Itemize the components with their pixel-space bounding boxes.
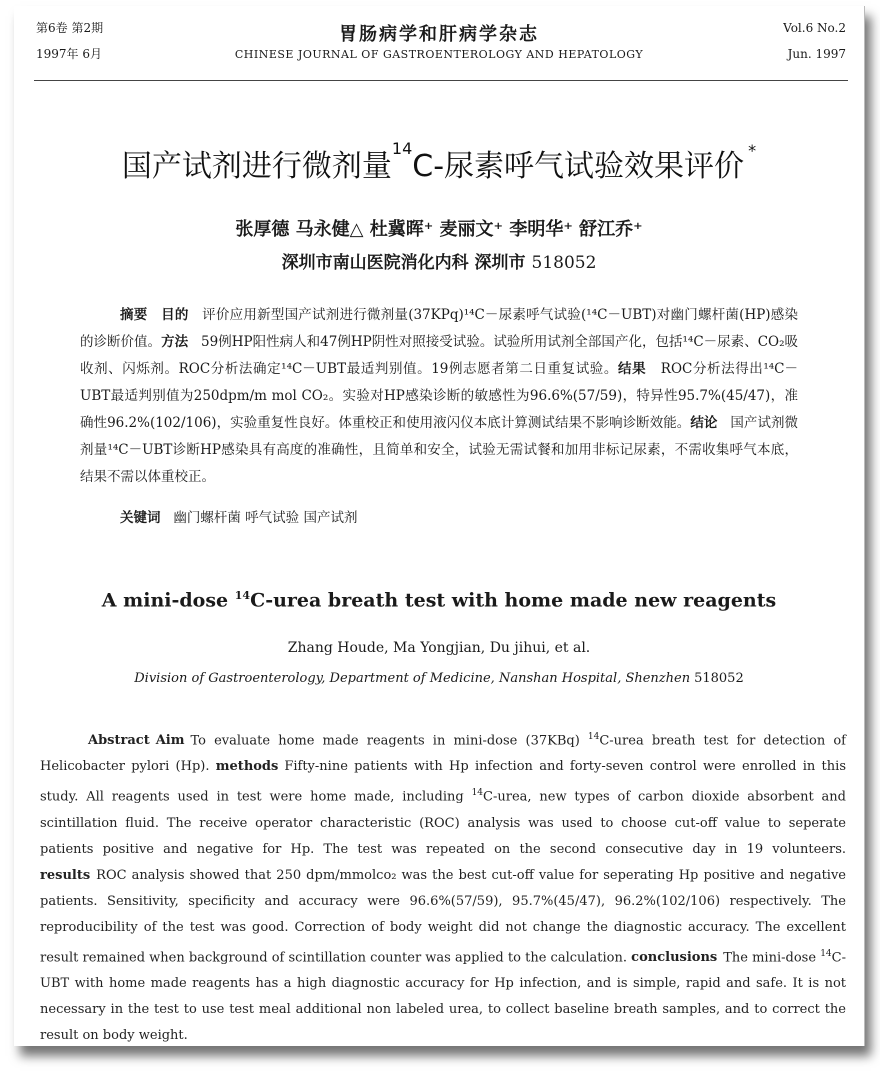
keywords-cn [120,506,357,526]
affiliation-en [14,671,864,686]
affiliation-cn [14,248,864,273]
aim-cn-text: 评价应用新型国产试剂进行微剂量(37KPq)¹⁴C－尿素呼气试验(¹⁴C－UBT)对幽门螺杆菌(HP)感染的诊断价值。 [80,307,799,350]
title-en-pre: A mini-dose [101,589,235,612]
header-rule [34,80,848,81]
conclusions-en-superscript: 14 [820,948,832,959]
aim-en-superscript: 14 [587,732,600,742]
affiliation-en-zip: 518052 [694,671,744,686]
methods-en-text: Fifty-nine patients with Hp infection and forty-seven control were enrolled in this study. All reagents used in test were home made, including [40,759,846,805]
date-en: Jun. 1997 [787,47,846,61]
results-en-text: ROC analysis showed that 250 dpm/mmolco₂ was the best cut-off value for seperating Hp positive and negative patients. Sensitivity, specificity and accuracy were 96.6%(57/59), 95.7%(45/47), 96.2%(102/106) respectively. The reproducibility of the test was good. Correction of body weight did not change the diagnostic accuracy. The excellent result remained when background of scintillation counter was applied to the calculation. [40,867,846,965]
methods-en-text2: C-urea, new types of carbon dioxide absorbent and scintillation fluid. The receive operator characteristic (ROC) analysis was used to choose cut-off value to seperate patients positive and negative for Hp. The test was repeated on the second consecutive day in 19 volunteers. [40,789,846,857]
aim-en-text2: C-urea breath test for detection of Helicobacter pylori (Hp). [40,733,846,775]
article-title-cn [14,141,864,185]
keywords-cn-text: 幽门螺杆菌 呼气试验 国产试剂 [173,510,358,526]
title-cn-post: C-尿素呼气试验效果评价 [412,149,745,184]
journal-page [14,6,865,1046]
methods-cn-text: 59例HP阳性病人和47例HP阴性对照接受试验。试验所用试剂全部国产化，包括¹⁴C－尿素、CO₂吸收剂、闪烁剂。ROC分析法确定¹⁴C－UBT最适判别值。19例志愿者第二日重复试验。 [80,334,799,377]
title-en-post: C-urea breath test with home made new reagents [250,589,777,612]
aim-en-label: Aim [155,733,185,749]
title-footnote-mark: * [748,141,757,160]
authors-en: Zhang Houde, Ma Yongjian, Du jihui, et al. [287,640,591,656]
abstract-cn-label: 摘要 [120,307,148,323]
keywords-cn-label: 关键词 [120,510,161,526]
title-cn-pre: 国产试剂进行微剂量 [121,149,392,184]
abstract-cn [80,302,798,491]
results-cn-text: ROC分析法得出¹⁴C－UBT最适判别值为250dpm/m mol CO₂。实验对HP感染诊断的敏感性为96.6%(57/59)，特异性95.7%(45/47)，准确性96.2%(102/106)，实验重复性良好。体重校正和使用液闪仪本底计算测试结果不影响诊断效能。 [80,361,799,431]
methods-cn-label: 方法 [161,334,189,350]
conclusions-en-text2: C-UBT with home made reagents has a high diagnostic accuracy for Hp infection, and is simple, rapid and safe. It is not necessary in the test to use test meal additional non labeled urea, to collect baseline breath samples, and to correct the result on body weight. [40,949,846,1043]
methods-en-superscript: 14 [471,788,484,799]
affiliation-cn-zip: 518052 [531,253,597,273]
abstract-en [40,724,846,1046]
results-en-label: results [40,867,91,883]
journal-title-en: CHINESE JOURNAL OF GASTROENTEROLOGY AND HEPATOLOGY [234,48,644,61]
volume-issue-en: Vol.6 No.2 [783,21,846,35]
aim-cn-label: 目的 [161,307,189,323]
aim-en-text: To evaluate home made reagents in mini-dose (37KBq) [190,733,588,749]
volume-issue-cn: 第6卷 第2期 [36,21,104,35]
authors-cn: 张厚德 马永健△ 杜冀晖⁺ 麦丽文⁺ 李明华⁺ 舒江乔⁺ [235,219,643,240]
conclusions-en-label: conclusions [631,949,718,965]
journal-title-cn: 胃肠病学和肝病学杂志 [339,24,539,45]
article-title-en [14,589,864,611]
conclusions-en-text: The mini-dose [723,949,821,965]
date-cn: 1997年 6月 [36,47,102,61]
conclusion-cn-text: 国产试剂微剂量¹⁴C－UBT诊断HP感染具有高度的准确性，且简单和安全，试验无需试餐和加用非标记尿素，不需收集呼气本底，结果不需以体重校正。 [80,415,799,485]
affiliation-cn-text: 深圳市南山医院消化内科 深圳市 [281,253,526,273]
affiliation-en-text: Division of Gastroenterology, Department of Medicine, Nanshan Hospital, Shenzhen [134,671,691,686]
results-cn-label: 结果 [617,361,647,377]
conclusion-cn-label: 结论 [690,415,718,431]
title-en-superscript: 14 [234,589,251,602]
title-cn-superscript: 14 [391,139,413,158]
abstract-en-label: Abstract [88,733,150,749]
methods-en-label: methods [215,759,279,775]
